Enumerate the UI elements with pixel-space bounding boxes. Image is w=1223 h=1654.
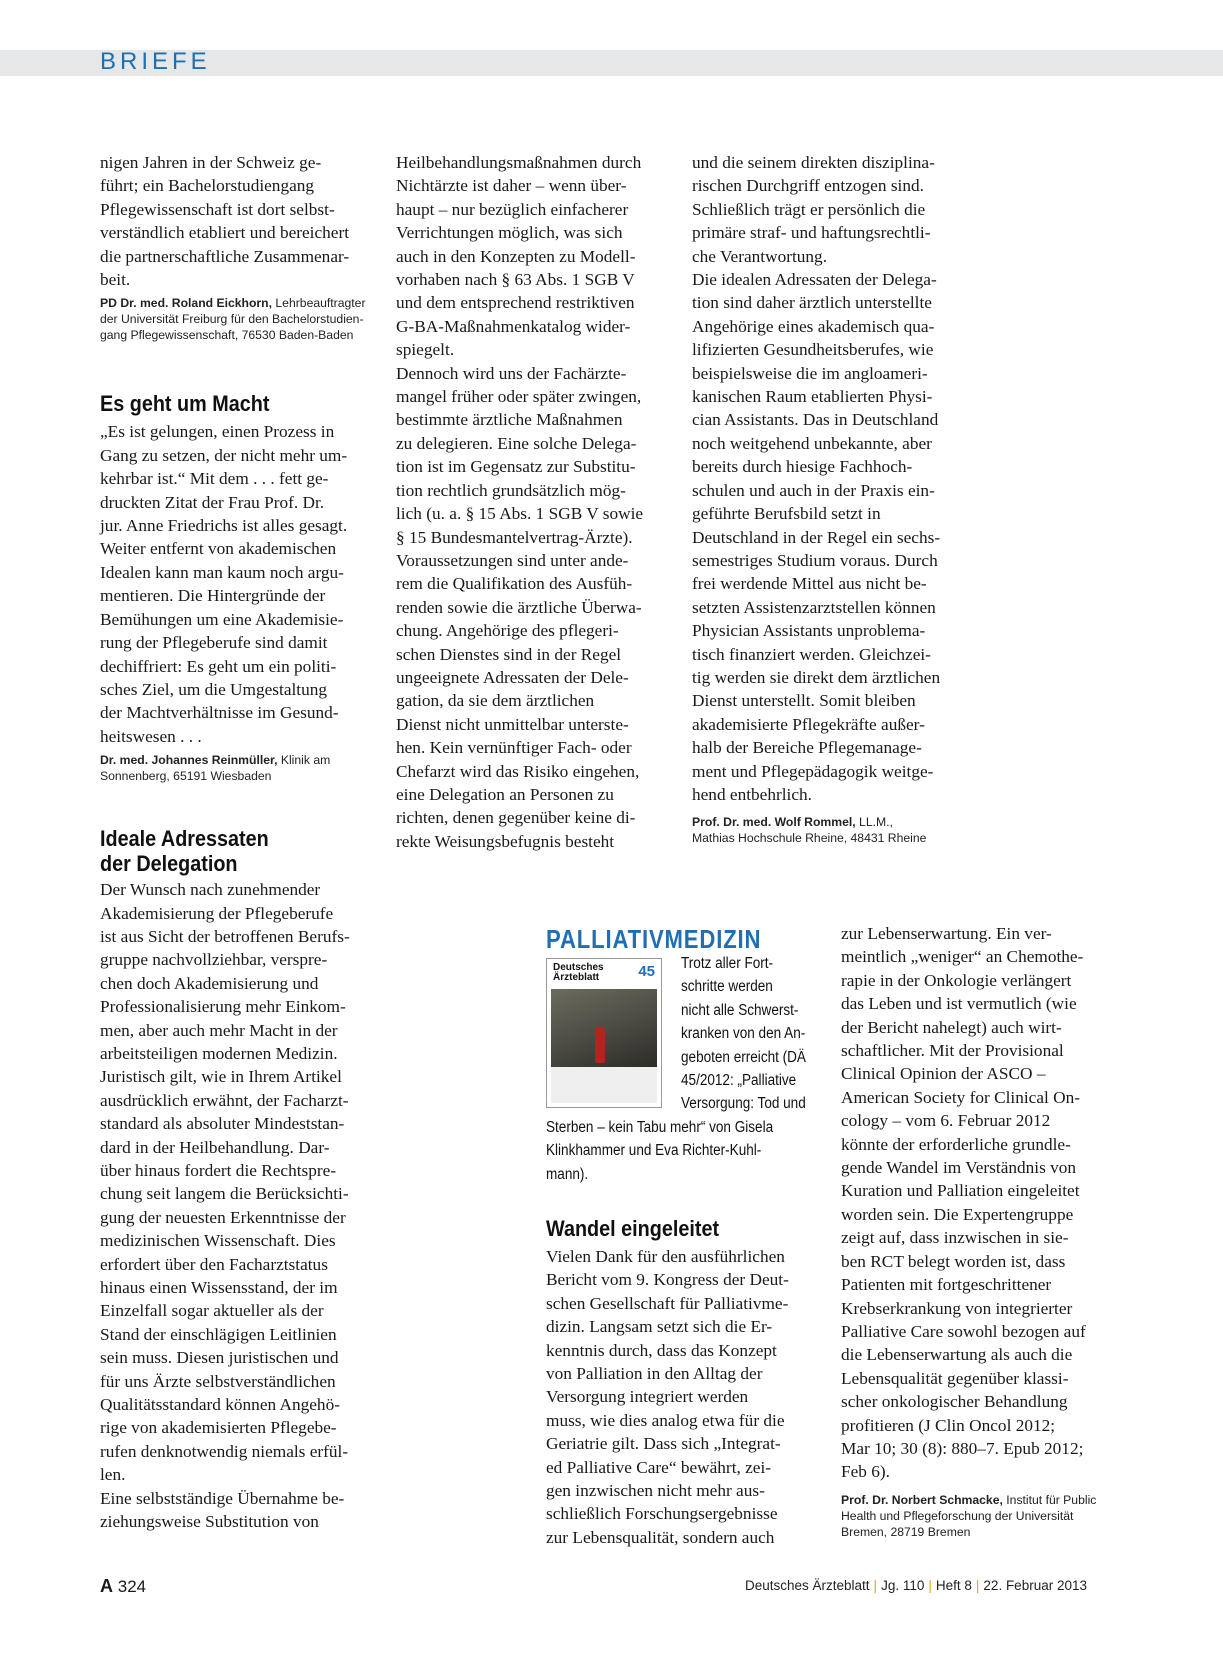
text-line: schließlich Forschungsergebnisse [546, 1504, 778, 1524]
text-line: ist aus Sicht der betroffenen Berufs- [100, 926, 350, 946]
text-line: chung seit langem die Berücksichti- [100, 1184, 349, 1204]
text-line: Patienten mit fortgeschrittener [841, 1275, 1052, 1295]
text-line: das Leben und ist vermutlich (wie [841, 994, 1077, 1014]
text-line: kranken von den An- [681, 1025, 806, 1043]
text-line: Kuration und Palliation eingeleitet [841, 1181, 1080, 1201]
text-line: Klinkhammer und Eva Richter-Kuhl- [546, 1142, 762, 1160]
cover-logo: Deutsches Ärzteblatt [553, 962, 604, 983]
heading-es-geht-um-macht: Es geht um Macht [100, 391, 270, 417]
text-line: heitswesen . . . [100, 726, 202, 746]
text-line: von Palliation in den Alltag der [546, 1364, 763, 1384]
text-line: kanischen Raum etablierten Physi- [692, 387, 933, 407]
text-line: Bemühungen um eine Akademisie- [100, 609, 344, 629]
text-line: Heilbehandlungsmaßnahmen durch [396, 153, 642, 172]
text-line: dechiffriert: Es geht um ein politi- [100, 656, 337, 676]
letter-wandel-left [546, 1245, 821, 1549]
text-line: men, aber auch mehr Macht in der [100, 1020, 338, 1040]
cover-banner [551, 1067, 657, 1103]
text-line: Idealen kann man kaum noch argu- [100, 562, 344, 582]
text-line: Krebserkrankung von integrierter [841, 1298, 1073, 1318]
text-line: ausdrücklich erwähnt, der Facharzt- [100, 1090, 349, 1110]
text-line: Mar 10; 30 (8): 880–7. Epub 2012; [841, 1438, 1084, 1458]
heading-ideale-adressaten: Ideale Adressaten der Delegation [100, 826, 269, 877]
text-line: len. [100, 1465, 126, 1485]
text-line: für uns Ärzte selbstverständlichen [100, 1371, 336, 1391]
text-line: haupt – nur bezüglich einfacherer [396, 199, 629, 219]
cover-issue-number: 45 [638, 963, 655, 980]
text-line: primäre straf- und haftungsrechtli- [692, 223, 931, 243]
text-line: Feb 6). [841, 1462, 890, 1482]
text-line: beit. [100, 270, 131, 290]
text-line: hen. Kein vernünftiger Fach- oder [396, 738, 632, 758]
text-line: Dennoch wird uns der Fachärzte- [396, 363, 627, 383]
text-line: Vielen Dank für den ausführlichen [546, 1247, 785, 1266]
text-line: zur Lebensqualität, sondern auch [546, 1527, 775, 1547]
author-name: Dr. med. Johannes Reinmüller, [100, 753, 278, 768]
text-line: bestimmte ärztliche Maßnahmen [396, 410, 623, 430]
text-line: sches Ziel, um die Umgestaltung [100, 679, 328, 699]
text-line: schen Gesellschaft für Palliativme- [546, 1293, 789, 1313]
text-line: hinaus einen Wissensstand, der im [100, 1278, 338, 1298]
text-line: Gang zu setzen, der nicht mehr um- [100, 445, 348, 465]
text-line: schulen und auch in der Praxis ein- [692, 480, 935, 500]
text-line: die partnerschaftliche Zusammenar- [100, 246, 350, 266]
text-line: ed Palliative Care“ bewährt, zei- [546, 1457, 772, 1477]
text-line: kehrbar ist.“ Mit dem . . . fett ge- [100, 469, 329, 489]
text-line: tion ist im Gegensatz zur Substitu- [396, 457, 636, 477]
page-number: A 324 [100, 1576, 147, 1596]
text-line: Geriatrie gilt. Dass sich „Integrat- [546, 1434, 781, 1454]
text-line: ziehungsweise Substitution von [100, 1512, 319, 1532]
text-line: Lebensqualität gegenüber klassi- [841, 1368, 1069, 1388]
text-line: Akademisierung der Pflegeberufe [100, 903, 334, 923]
text-line: schaftlicher. Mit der Provisional [841, 1041, 1064, 1061]
text-line: gen inzwischen nicht mehr aus- [546, 1481, 765, 1501]
text-line: Einzelfall sogar aktueller als der [100, 1301, 324, 1321]
text-line: nigen Jahren in der Schweiz ge- [100, 153, 322, 172]
text-line: G-BA-Maßnahmenkatalog wider- [396, 316, 631, 336]
intro-short [681, 952, 806, 1116]
text-line: rekte Weisungsbefugnis besteht [396, 831, 615, 851]
vase-icon [595, 1027, 605, 1063]
text-line: Eine selbstständige Übernahme be- [100, 1488, 345, 1508]
text-line: führt; ein Bachelorstudiengang [100, 176, 315, 196]
text-line: che Verantwortung. [692, 246, 828, 266]
signature-schmacke: Prof. Dr. Norbert Schmacke, Institut für Public Health und Pflegeforschung der Universität Bremen, 28719 Bremen [841, 1492, 1097, 1539]
text-line: ungeeignete Adressaten der Dele- [396, 667, 629, 687]
text-line: Die idealen Adressaten der Delega- [692, 270, 937, 290]
letter-continuation [100, 151, 385, 291]
column-2 [396, 151, 681, 853]
text-line: jur. Anne Friedrichs ist alles gesagt. [100, 516, 348, 536]
text-line: tion rechtlich grundsätzlich mög- [396, 480, 626, 500]
text-line: Der Wunsch nach zunehmender [100, 880, 321, 900]
text-line: American Society for Clinical On- [841, 1087, 1080, 1107]
heading-wandel-eingeleitet: Wandel eingeleitet [546, 1216, 720, 1241]
text-line: zur Lebenserwartung. Ein ver- [841, 924, 1052, 943]
text-line: gende Wandel im Verständnis von [841, 1158, 1077, 1178]
text-line: druckten Zitat der Frau Prof. Dr. [100, 492, 325, 512]
letter-continuation-2 [396, 151, 681, 853]
text-line: semestriges Studium voraus. Durch [692, 550, 938, 570]
text-line: der Machtverhältnisse im Gesund- [100, 703, 339, 723]
text-line: mann). [546, 1165, 589, 1183]
text-line: Verrichtungen möglich, was sich [396, 223, 623, 243]
text-line: zeigt auf, dass inzwischen in sie- [841, 1228, 1069, 1248]
letter-wandel-right [841, 922, 1126, 1484]
text-line: arbeitsteiligen modernen Medizin. [100, 1043, 338, 1063]
column-1 [100, 151, 385, 1534]
text-line: tion sind daher ärztlich unterstellte [692, 293, 932, 313]
text-line: geboten erreicht (DÄ [681, 1048, 806, 1066]
text-line: Bericht vom 9. Kongress der Deut- [546, 1270, 789, 1290]
text-line: und die seinem direkten disziplina- [692, 153, 935, 172]
text-line: Palliative Care sowohl bezogen auf [841, 1321, 1086, 1341]
signature-rommel: Prof. Dr. med. Wolf Rommel, LL.M., Mathias Hochschule Rheine, 48431 Rheine [692, 815, 927, 846]
text-line: Dienst nicht unmittelbar unterste- [396, 714, 629, 734]
text-line: setzten Assistenzarztstellen können [692, 597, 936, 617]
author-name: Prof. Dr. Norbert Schmacke, [841, 1492, 1003, 1507]
text-line: mangel früher oder später zwingen, [396, 387, 642, 407]
text-line: ment und Pflegepädagogik weitge- [692, 761, 934, 781]
text-line: Voraussetzungen sind unter ande- [396, 550, 629, 570]
text-line: die Lebenserwartung als auch die [841, 1345, 1073, 1365]
text-line: könnte der erforderliche grundle- [841, 1134, 1071, 1154]
text-line: Versorgung integriert werden [546, 1387, 749, 1407]
text-line: rung der Pflegeberufe sind damit [100, 633, 328, 653]
text-line: chung. Angehörige des pflegeri- [396, 621, 619, 641]
section-label: BRIEFE [100, 48, 211, 75]
text-line: Professionalisierung mehr Einkom- [100, 997, 346, 1017]
text-line: tisch finanziert werden. Gleichzei- [692, 644, 931, 664]
text-line: medizinischen Wissenschaft. Dies [100, 1231, 336, 1251]
text-line: eine Delegation an Personen zu [396, 784, 614, 804]
cover-photo [551, 989, 657, 1067]
text-line: kenntnis durch, dass das Konzept [546, 1340, 777, 1360]
text-line: noch weitgehend unbekannte, aber [692, 433, 932, 453]
text-line: frei werdende Mittel aus nicht be- [692, 574, 927, 594]
text-line: rige von akademisierten Pflegebe- [100, 1418, 337, 1438]
text-line: „Es ist gelungen, einen Prozess in [100, 422, 335, 442]
text-line: nicht alle Schwerst- [681, 1001, 799, 1019]
text-line: profitieren (J Clin Oncol 2012; [841, 1415, 1056, 1435]
text-line: Weiter entfernt von akademischen [100, 539, 337, 559]
text-line: Qualitätsstandard können Angehö- [100, 1395, 340, 1415]
text-line: Juristisch gilt, wie in Ihrem Artikel [100, 1067, 342, 1087]
text-line: Angehörige eines akademisch qua- [692, 316, 935, 336]
text-line: Stand der einschlägigen Leitlinien [100, 1324, 337, 1344]
text-line: spiegelt. [396, 340, 455, 360]
author-name: PD Dr. med. Roland Eickhorn, [100, 296, 273, 311]
text-line: ben RCT belegt worden ist, dass [841, 1251, 1066, 1271]
section-title-palliativmedizin: PALLIATIVMEDIZIN [546, 924, 762, 954]
letter-macht [100, 420, 385, 748]
column-3 [692, 151, 977, 846]
text-line: scher onkologischer Behandlung [841, 1392, 1068, 1412]
footer-citation: Deutsches Ärzteblatt | Jg. 110 | Heft 8 | 22. Februar 2013 [744, 1578, 1087, 1593]
text-line: chen doch Akademisierung und [100, 973, 319, 993]
text-line: akademisierte Pflegekräfte außer- [692, 714, 925, 734]
text-line: gung der neuesten Erkenntnisse der [100, 1207, 346, 1227]
text-line: der Bericht nahelegt) auch wirt- [841, 1017, 1062, 1037]
text-line: über hinaus fordert die Rechtspre- [100, 1161, 337, 1180]
text-line: rapie in der Onkologie verlängert [841, 970, 1072, 990]
text-line: Physician Assistants unproblema- [692, 621, 926, 641]
text-line: hend entbehrlich. [692, 784, 812, 804]
text-line: rischen Durchgriff entzogen sind. [692, 176, 924, 196]
letter-ideale-adressaten [100, 878, 385, 1533]
text-line: sein muss. Diesen juristischen und [100, 1348, 339, 1368]
text-line: Nichtärzte ist daher – wenn über- [396, 176, 627, 196]
text-line: Clinical Opinion der ASCO – [841, 1064, 1046, 1084]
text-line: mentieren. Die Hintergründe der [100, 586, 326, 606]
text-line: lifizierten Gesundheitsberufes, wie [692, 340, 934, 360]
text-line: bereits durch hiesige Fachhoch- [692, 457, 913, 477]
text-line: erfordert über den Facharztstatus [100, 1254, 328, 1274]
letter-continuation-3 [692, 151, 977, 806]
text-line: 45/2012: „Palliative [681, 1072, 797, 1090]
signature-reinmueller: Dr. med. Johannes Reinmüller, Klinik am Sonnenberg, 65191 Wiesbaden [100, 753, 331, 784]
text-line: worden sein. Die Expertengruppe [841, 1204, 1074, 1224]
text-line: halb der Bereiche Pflegemanage- [692, 738, 922, 758]
text-line: geführte Berufsbild setzt in [692, 504, 881, 524]
text-line: Dienst unterstellt. Somit bleiben [692, 691, 916, 711]
text-line: Deutschland in der Regel ein sechs- [692, 527, 941, 547]
text-line: dizin. Langsam setzt sich die Er- [546, 1317, 773, 1337]
text-line: verständlich etabliert und bereichert [100, 223, 350, 243]
text-line: cology – vom 6. Februar 2012 [841, 1111, 1051, 1131]
text-line: Pflegewissenschaft ist dort selbst- [100, 199, 335, 219]
text-line: Trotz aller Fort- [681, 955, 774, 972]
text-line: beispielsweise die im angloameri- [692, 363, 928, 383]
magazine-cover-image [546, 958, 662, 1108]
column-5 [841, 922, 1126, 1540]
text-line: dard in der Heilbehandlung. Dar- [100, 1137, 330, 1157]
text-line: § 15 Bundesmantelvertrag-Ärzte). [396, 527, 633, 547]
text-line: vorhaben nach § 63 Abs. 1 SGB V [396, 270, 635, 290]
text-line: zu delegieren. Eine solche Delega- [396, 433, 637, 453]
text-line: renden sowie die ärztliche Überwa- [396, 597, 642, 617]
text-line: gation, da sie dem ärztlichen [396, 691, 595, 711]
text-line: Versorgung: Tod und [681, 1095, 806, 1113]
text-line: gruppe nachvollziehbar, verspre- [100, 950, 328, 970]
text-line: Chefarzt wird das Risiko eingehen, [396, 761, 640, 781]
text-line: standard als absoluter Mindeststan- [100, 1114, 345, 1134]
text-line: cian Assistants. Das in Deutschland [692, 410, 939, 430]
text-line: schritte werden [681, 978, 773, 996]
text-line: rem die Qualifikation des Ausfüh- [396, 574, 633, 594]
text-line: meintlich „weniger“ an Chemothe- [841, 947, 1084, 967]
text-line: schen Dienstes sind in der Regel [396, 644, 622, 664]
text-line: auch in den Konzepten zu Modell- [396, 246, 636, 266]
intro-full [546, 1116, 773, 1186]
column-4 [546, 1216, 821, 1549]
text-line: muss, wie dies analog etwa für die [546, 1410, 785, 1430]
text-line: richten, denen gegenüber keine di- [396, 808, 636, 828]
signature-eickhorn: PD Dr. med. Roland Eickhorn, Lehrbeauftragter der Universität Freiburg für den Bachelorstudien- gang Pflegewissenschaft, 76530 Baden-Baden [100, 296, 366, 343]
text-line: Sterben – kein Tabu mehr“ von Gisela [546, 1119, 774, 1136]
text-line: rufen denknotwendig niemals erfül- [100, 1441, 349, 1461]
author-name: Prof. Dr. med. Wolf Rommel, [692, 815, 856, 830]
text-line: lich (u. a. § 15 Abs. 1 SGB V sowie [396, 504, 644, 524]
text-line: Schließlich trägt er persönlich die [692, 199, 926, 219]
text-line: und dem entsprechend restriktiven [396, 293, 635, 313]
text-line: tig werden sie direkt dem ärztlichen [692, 667, 941, 687]
